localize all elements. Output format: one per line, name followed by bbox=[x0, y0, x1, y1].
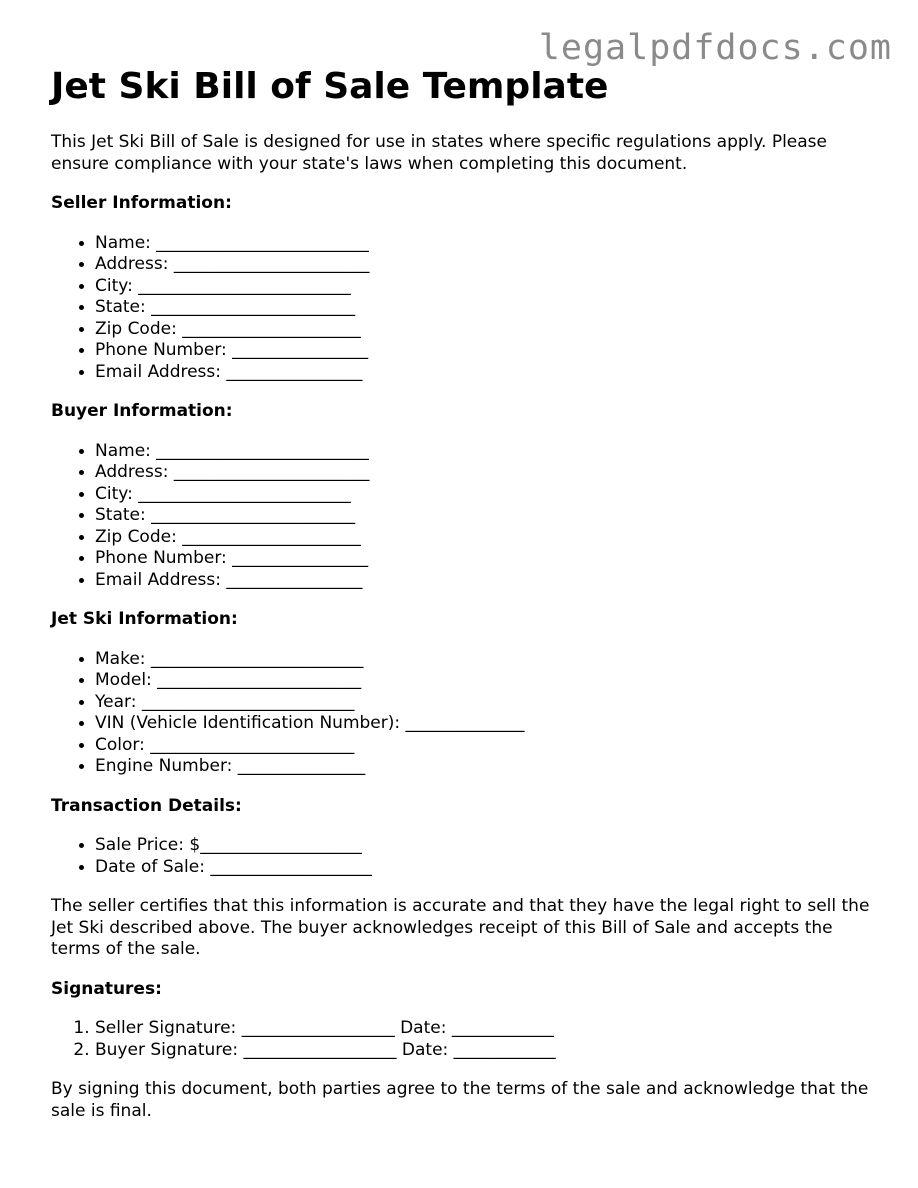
buyer-email-field: • Email Address: ________________ bbox=[95, 570, 881, 592]
jetski-make-field: • Make: _________________________ bbox=[95, 649, 881, 671]
certification-paragraph: The seller certifies that this information is accurate and that they have the legal right to sell the Jet Ski described above. The buyer acknowledges receipt of this Bill of Sale and accepts the terms of the sale. bbox=[51, 896, 870, 959]
seller-address-field: • Address: _______________________ bbox=[95, 254, 881, 276]
transaction-heading: Transaction Details: bbox=[51, 795, 242, 816]
page-title: Jet Ski Bill of Sale Template bbox=[51, 66, 609, 107]
seller-phone-field: • Phone Number: ________________ bbox=[95, 340, 881, 362]
seller-heading: Seller Information: bbox=[51, 193, 232, 213]
watermark: legalpdfdocs.com bbox=[538, 28, 892, 68]
seller-zip-field: • Zip Code: _____________________ bbox=[95, 319, 881, 341]
jetski-heading: Jet Ski Information: bbox=[51, 609, 238, 629]
buyer-signature-line: 2. Buyer Signature: __________________ Date: ____________ bbox=[95, 1040, 881, 1062]
seller-email-field: • Email Address: ________________ bbox=[95, 362, 881, 384]
buyer-zip-field: • Zip Code: _____________________ bbox=[95, 527, 881, 549]
document-page bbox=[51, 62, 881, 1122]
buyer-phone-field: • Phone Number: ________________ bbox=[95, 548, 881, 570]
sale-date-field: • Date of Sale: ___________________ bbox=[95, 857, 881, 879]
buyer-name-field: • Name: _________________________ bbox=[95, 441, 881, 463]
jetski-fields-list bbox=[51, 649, 881, 778]
intro-paragraph: This Jet Ski Bill of Sale is designed for use in states where specific regulations apply. Please ensure compliance with your state's laws when completing this document. bbox=[51, 132, 827, 174]
seller-signature-line: 1. Seller Signature: __________________ Date: ____________ bbox=[95, 1018, 881, 1040]
buyer-city-field: • City: _________________________ bbox=[95, 484, 881, 506]
seller-name-field: • Name: _________________________ bbox=[95, 233, 881, 255]
jetski-year-field: • Year: _________________________ bbox=[95, 692, 881, 714]
buyer-heading: Buyer Information: bbox=[51, 401, 233, 421]
jetski-color-field: • Color: ________________________ bbox=[95, 735, 881, 757]
transaction-fields-list bbox=[51, 835, 881, 878]
jetski-model-field: • Model: ________________________ bbox=[95, 670, 881, 692]
buyer-address-field: • Address: _______________________ bbox=[95, 462, 881, 484]
seller-city-field: • City: _________________________ bbox=[95, 276, 881, 298]
jetski-engine-field: • Engine Number: _______________ bbox=[95, 756, 881, 778]
seller-fields-list bbox=[51, 233, 881, 384]
closing-paragraph: By signing this document, both parties agree to the terms of the sale and acknowledge that the sale is final. bbox=[51, 1079, 869, 1121]
seller-state-field: • State: ________________________ bbox=[95, 297, 881, 319]
jetski-vin-field: • VIN (Vehicle Identification Number): ______________ bbox=[95, 713, 881, 735]
signatures-heading: Signatures: bbox=[51, 978, 162, 999]
signatures-list bbox=[51, 1018, 881, 1061]
buyer-state-field: • State: ________________________ bbox=[95, 505, 881, 527]
sale-price-field: • Sale Price: $___________________ bbox=[95, 835, 881, 857]
buyer-fields-list bbox=[51, 441, 881, 592]
